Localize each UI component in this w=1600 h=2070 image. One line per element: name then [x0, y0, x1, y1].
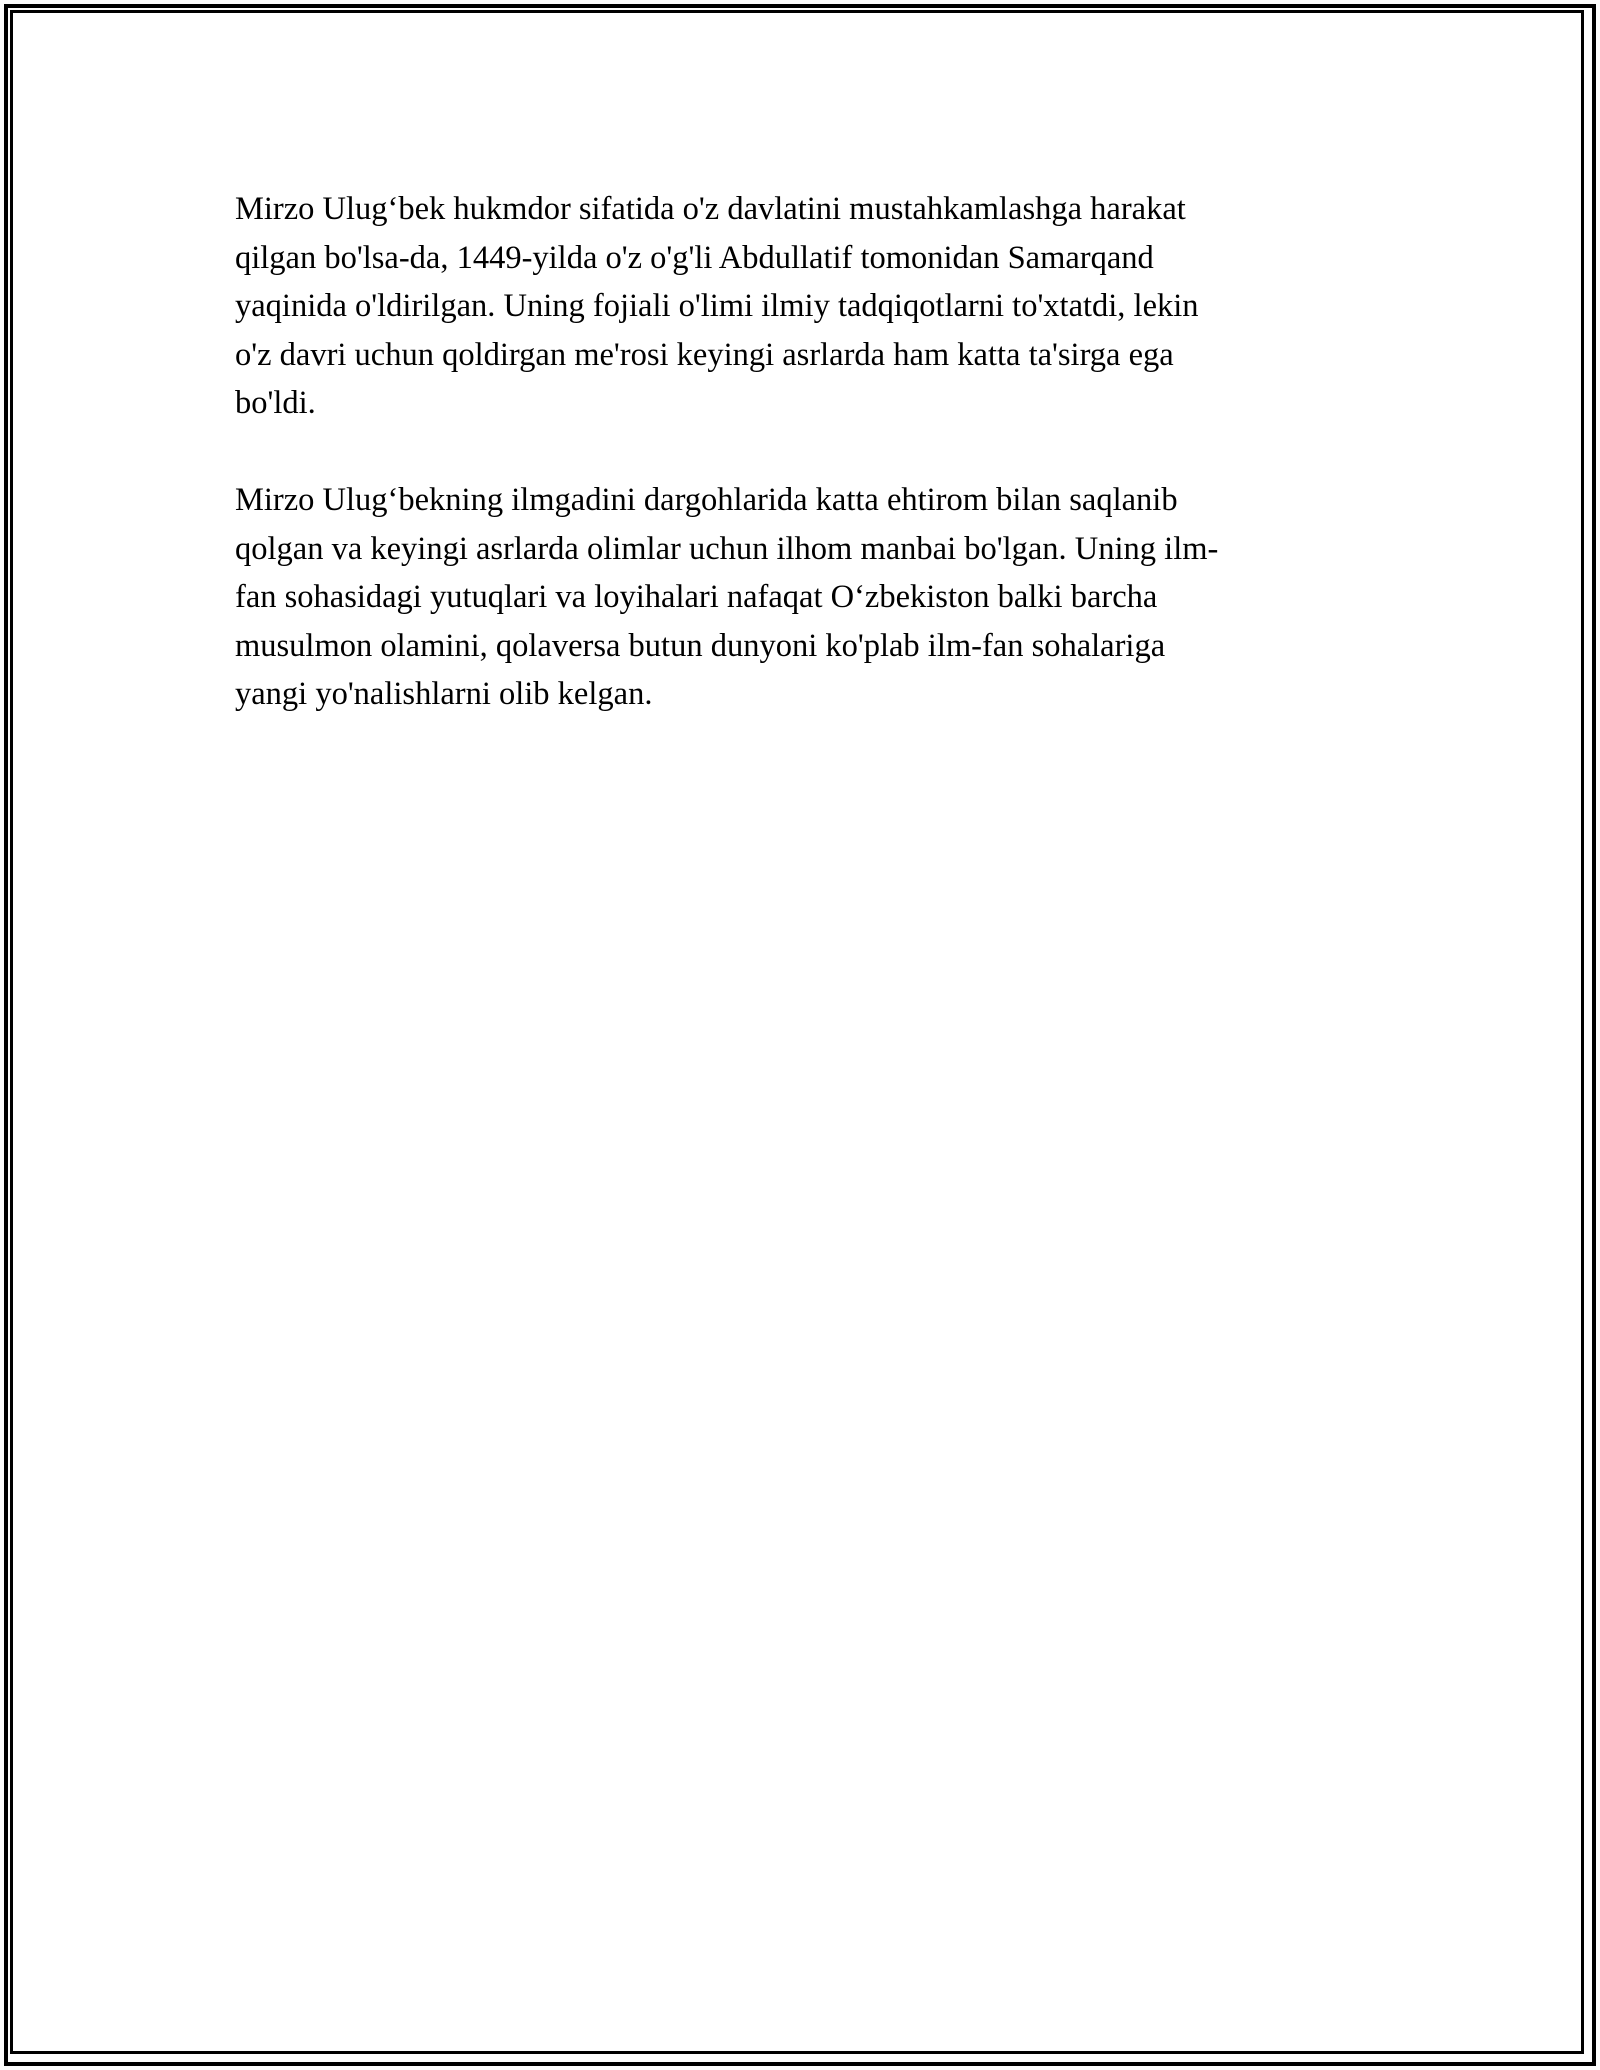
text-line: qilgan bo'lsa-da, 1449-yilda o'z o'g'li Abdullatif tomonidan Samarqand — [235, 239, 1154, 276]
paragraph-1 — [235, 185, 1365, 428]
text-line: bo'ldi. — [235, 385, 316, 421]
document-body — [235, 185, 1365, 767]
text-line: Mirzo Ulug‘bekning ilmgadini dargohlarida katta ehtirom bilan saqlanib — [235, 482, 1178, 518]
text-line: yangi yo'nalishlarni olib kelgan. — [235, 676, 653, 712]
text-line: Mirzo Ulug‘bek hukmdor sifatida o'z davlatini mustahkamlashga harakat — [235, 191, 1186, 227]
text-line: yaqinida o'ldirilgan. Uning fojiali o'limi ilmiy tadqiqotlarni to'xtatdi, lekin — [235, 288, 1199, 324]
text-line: qolgan va keyingi asrlarda olimlar uchun ilhom manbai bo'lgan. Uning ilm- — [235, 530, 1219, 567]
text-line: fan sohasidagi yutuqlari va loyihalari nafaqat O‘zbekiston balki barcha — [235, 579, 1158, 615]
text-line: musulmon olamini, qolaversa butun dunyoni ko'plab ilm-fan sohalariga — [235, 627, 1166, 664]
paragraph-2 — [235, 476, 1365, 719]
text-line: o'z davri uchun qoldirgan me'rosi keyingi asrlarda ham katta ta'sirga ega — [235, 336, 1174, 373]
